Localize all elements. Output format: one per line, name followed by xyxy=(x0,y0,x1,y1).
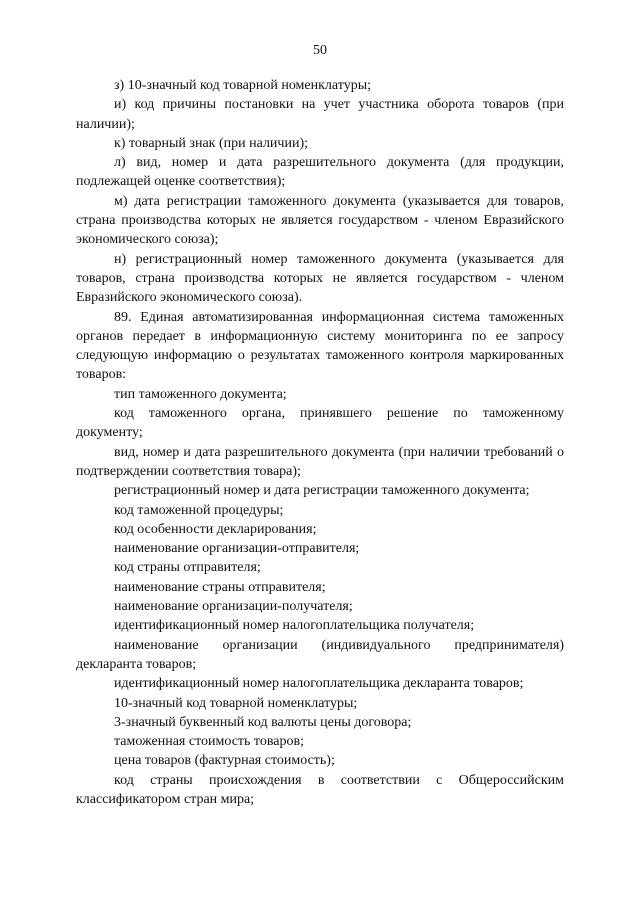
section-89-paragraph: 89. Единая автоматизированная информационная система таможенных органов передает в информационную систему мониторинга по ее запросу следующую информацию о результатах таможенного контроля маркированных товаров: xyxy=(76,309,564,383)
info-item: тип таможенного документа; xyxy=(114,386,287,402)
list-item-n: н) регистрационный номер таможенного документа (указывается для товаров, страна производства которых не является государством - членом Евразийского экономического союза). xyxy=(76,251,564,306)
info-item: код таможенного органа, принявшего решение по таможенному документу; xyxy=(76,406,564,441)
info-item: вид, номер и дата разрешительного документа (при наличии требований о подтверждении соответствия товара); xyxy=(76,444,564,479)
info-item: код таможенной процедуры; xyxy=(114,502,284,518)
info-item: код страны происхождения в соответствии с Общероссийским классификатором стран мира; xyxy=(76,772,564,807)
list-item-l: л) вид, номер и дата разрешительного документа (для продукции, подлежащей оценке соответствия); xyxy=(76,155,564,190)
info-item: наименование организации-получателя; xyxy=(114,599,353,615)
info-item: идентификационный номер налогоплательщика декларанта товаров; xyxy=(114,676,524,692)
document-body xyxy=(76,76,564,809)
info-item: код особенности декларирования; xyxy=(114,521,317,537)
list-item-k: к) товарный знак (при наличии); xyxy=(114,135,308,151)
info-item: таможенная стоимость товаров; xyxy=(114,734,304,750)
page-number: 50 xyxy=(313,43,327,58)
list-item-i: и) код причины постановки на учет участника оборота товаров (при наличии); xyxy=(76,97,564,132)
info-item: 10-значный код товарной номенклатуры; xyxy=(114,695,358,711)
info-item: код страны отправителя; xyxy=(114,560,261,576)
list-item-m: м) дата регистрации таможенного документа (указывается для товаров, страна производства которых не является государством - членом Евразийского экономического союза); xyxy=(76,193,564,248)
info-item: наименование организации (индивидуального предпринимателя) декларанта товаров; xyxy=(76,637,564,672)
info-item: 3-значный буквенный код валюты цены договора; xyxy=(114,714,412,730)
info-item: наименование организации-отправителя; xyxy=(114,541,360,557)
list-item-z: з) 10-значный код товарной номенклатуры; xyxy=(114,78,371,93)
info-item: регистрационный номер и дата регистрации таможенного документа; xyxy=(114,483,530,499)
info-item: наименование страны отправителя; xyxy=(114,579,326,595)
info-item: цена товаров (фактурная стоимость); xyxy=(114,753,335,769)
info-item: идентификационный номер налогоплательщика получателя; xyxy=(114,618,475,634)
